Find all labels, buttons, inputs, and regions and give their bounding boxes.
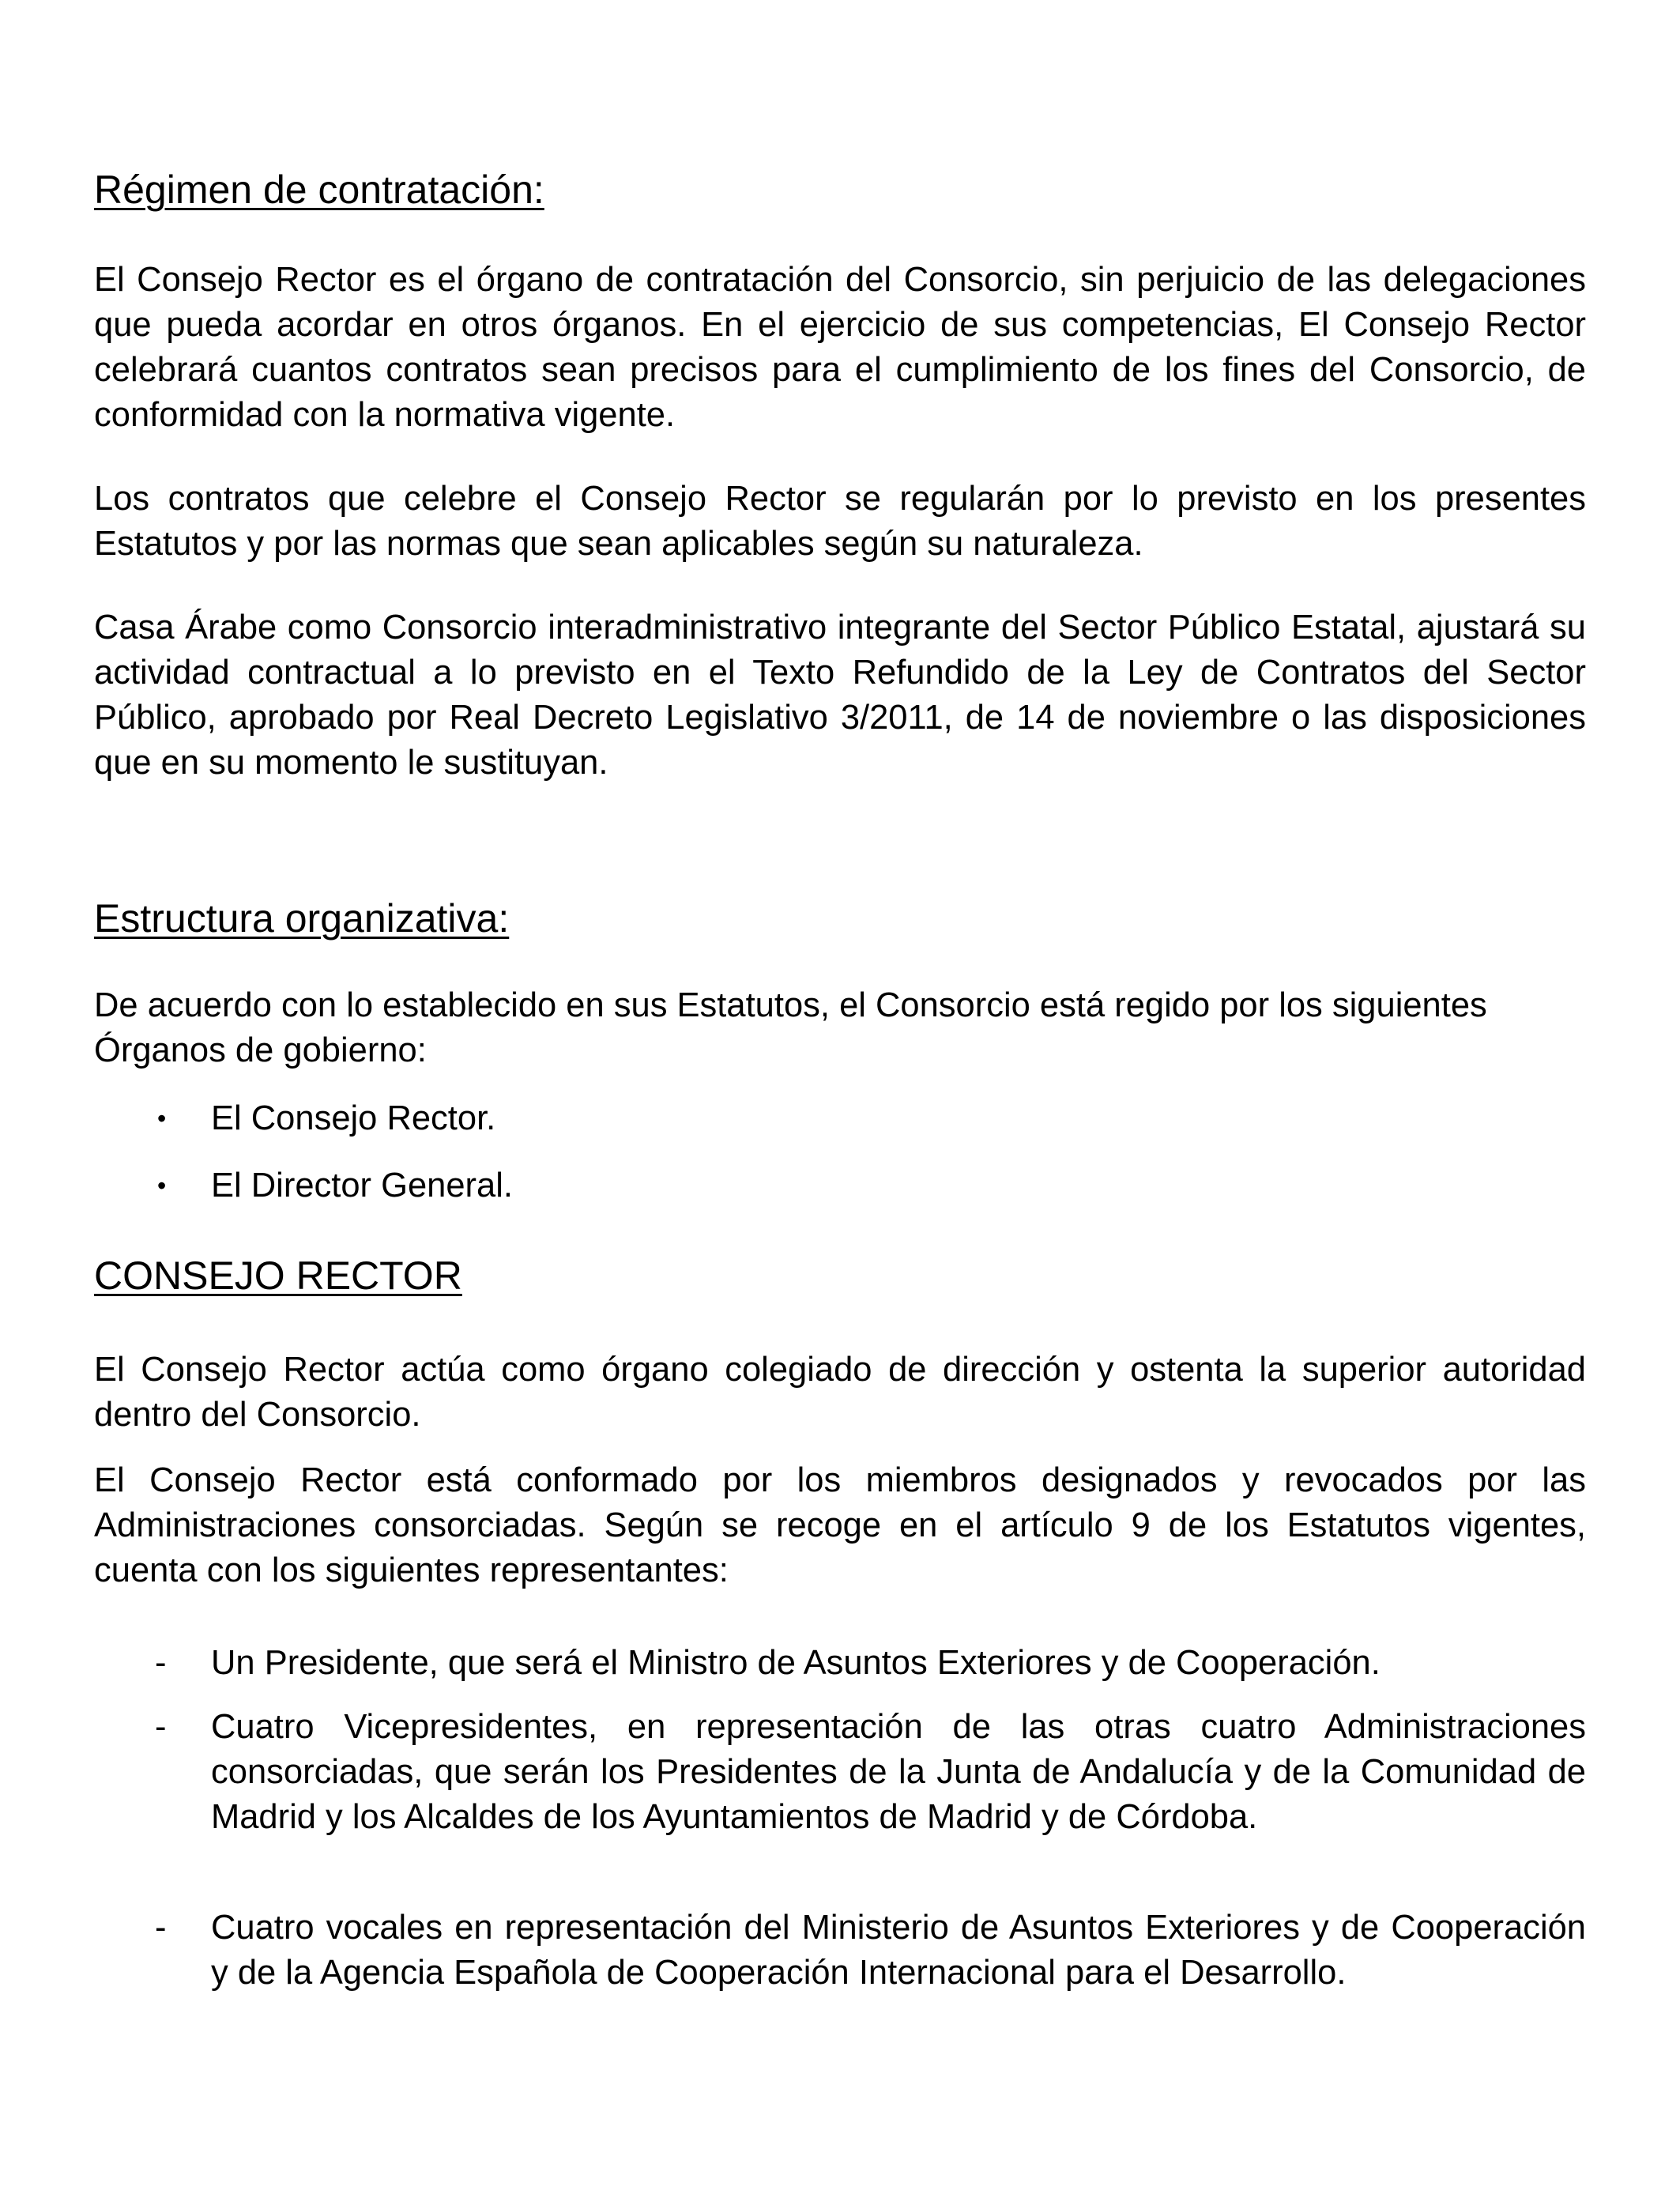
regimen-paragraph-3: Casa Árabe como Consorcio interadministrativo integrante del Sector Público Estatal, ajustará su actividad contractual a lo previsto en el Texto Refundido de la Ley de Contratos del Sector Público, aprobado por Real Decreto Legislativo 3/2011, de 14 de noviembre o las disposiciones que en su momento le sustituyan. [94, 609, 1586, 782]
regimen-paragraph-2: Los contratos que celebre el Consejo Rector se regularán por lo previsto en los presentes Estatutos y por las normas que sean aplicables según su naturaleza. [94, 480, 1586, 563]
dash-icon: - [155, 1644, 167, 1682]
regimen-paragraph-1: El Consejo Rector es el órgano de contratación del Consorcio, sin perjuicio de las delegaciones que pueda acordar en otros órganos. En el ejercicio de sus competencias, El Consejo Rector celebrará cuantos contratos sean precisos para el cumplimiento de los fines del Consorcio, de conformidad con la normativa vigente. [94, 261, 1586, 434]
section-heading-estructura: Estructura organizativa: [94, 896, 510, 941]
list-item-text: Un Presidente, que será el Ministro de Asuntos Exteriores y de Cooperación. [211, 1644, 1381, 1682]
section-heading-consejo-rector: CONSEJO RECTOR [94, 1253, 462, 1298]
bullet-text: El Consejo Rector. [211, 1099, 496, 1137]
dash-icon: - [155, 1909, 167, 1947]
list-item-text: Cuatro vocales en representación del Ministerio de Asuntos Exteriores y de Cooperación y de la Agencia Española de Cooperación Internacional para el Desarrollo. [211, 1909, 1586, 1992]
consejo-paragraph-2: El Consejo Rector está conformado por los miembros designados y revocados por las Administraciones consorciadas. Según se recoge en el artículo 9 de los Estatutos vigentes, cuenta con los siguientes representantes: [94, 1461, 1586, 1589]
bullet-text: El Director General. [211, 1167, 513, 1204]
list-item-text: Cuatro Vicepresidentes, en representación de las otras cuatro Administraciones consorciadas, que serán los Presidentes de la Junta de Andalucía y de la Comunidad de Madrid y los Alcaldes de los Ayuntamientos de Madrid y de Córdoba. [211, 1708, 1586, 1836]
estructura-intro: De acuerdo con lo establecido en sus Estatutos, el Consorcio está regido por los siguientes Órganos de gobierno: [94, 986, 1487, 1069]
bullet-icon: • [157, 1171, 167, 1200]
section-heading-regimen: Régimen de contratación: [94, 168, 544, 212]
dash-icon: - [155, 1708, 167, 1746]
consejo-paragraph-1: El Consejo Rector actúa como órgano colegiado de dirección y ostenta la superior autoridad dentro del Consorcio. [94, 1351, 1586, 1434]
bullet-icon: • [157, 1104, 167, 1133]
